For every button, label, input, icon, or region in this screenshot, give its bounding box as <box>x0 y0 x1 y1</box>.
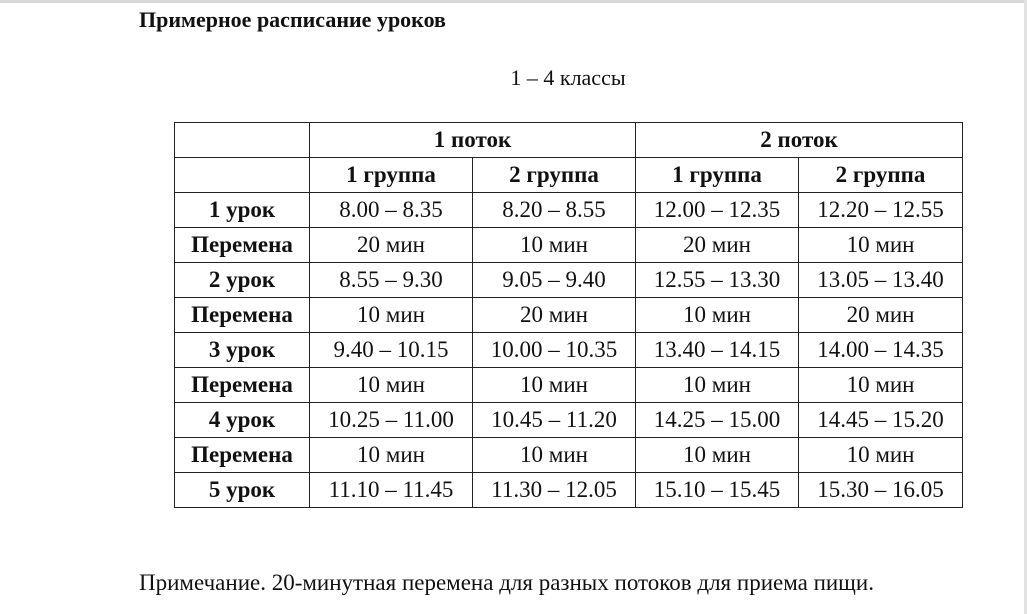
table-cell: 10 мин <box>473 438 636 473</box>
table-row <box>175 333 963 368</box>
table-cell: 10 мин <box>310 438 473 473</box>
table-cell: 10 мин <box>799 438 963 473</box>
row-label: Перемена <box>175 438 310 473</box>
row-label: 2 урок <box>175 263 310 298</box>
table-cell: 10 мин <box>799 368 963 403</box>
table-row <box>175 438 963 473</box>
footnote: Примечание. 20-минутная перемена для разных потоков для приема пищи. <box>139 570 874 595</box>
table-cell: 20 мин <box>310 228 473 263</box>
table-row <box>175 263 963 298</box>
table-row <box>175 193 963 228</box>
table-cell: 10.45 – 11.20 <box>473 403 636 438</box>
group-header: 2 группа <box>799 158 963 193</box>
document-title: Примерное расписание уроков <box>139 7 446 32</box>
table-cell: 11.10 – 11.45 <box>310 473 473 508</box>
table-cell: 10 мин <box>310 368 473 403</box>
group-header: 2 группа <box>473 158 636 193</box>
table-cell: 10 мин <box>636 438 799 473</box>
table-cell: 10 мин <box>473 228 636 263</box>
table-cell: 8.20 – 8.55 <box>473 193 636 228</box>
table-cell: 12.20 – 12.55 <box>799 193 963 228</box>
group-header-row <box>175 158 963 193</box>
corner-cell <box>175 158 310 193</box>
table-cell: 20 мин <box>636 228 799 263</box>
table-cell: 13.05 – 13.40 <box>799 263 963 298</box>
stream-header: 1 поток <box>310 123 636 158</box>
group-header: 1 группа <box>636 158 799 193</box>
table-cell: 15.10 – 15.45 <box>636 473 799 508</box>
row-label: Перемена <box>175 368 310 403</box>
table-row <box>175 403 963 438</box>
row-label: Перемена <box>175 228 310 263</box>
table-cell: 10 мин <box>799 228 963 263</box>
corner-cell <box>175 123 310 158</box>
table-cell: 14.25 – 15.00 <box>636 403 799 438</box>
table-cell: 20 мин <box>799 298 963 333</box>
document-subtitle: 1 – 4 классы <box>510 65 626 90</box>
table-cell: 10.25 – 11.00 <box>310 403 473 438</box>
table-cell: 14.00 – 14.35 <box>799 333 963 368</box>
table-cell: 10 мин <box>636 368 799 403</box>
table-row <box>175 473 963 508</box>
table-row <box>175 368 963 403</box>
row-label: Перемена <box>175 298 310 333</box>
page-top-border <box>0 0 1027 3</box>
table-cell: 20 мин <box>473 298 636 333</box>
table-row <box>175 298 963 333</box>
table-cell: 8.55 – 9.30 <box>310 263 473 298</box>
table-cell: 13.40 – 14.15 <box>636 333 799 368</box>
table-cell: 10 мин <box>636 298 799 333</box>
table-cell: 10.00 – 10.35 <box>473 333 636 368</box>
table-row <box>175 228 963 263</box>
row-label: 1 урок <box>175 193 310 228</box>
table-cell: 9.05 – 9.40 <box>473 263 636 298</box>
schedule-table <box>174 122 963 508</box>
table-cell: 10 мин <box>310 298 473 333</box>
table-cell: 8.00 – 8.35 <box>310 193 473 228</box>
table-cell: 12.00 – 12.35 <box>636 193 799 228</box>
table-cell: 10 мин <box>473 368 636 403</box>
stream-header-row <box>175 123 963 158</box>
row-label: 5 урок <box>175 473 310 508</box>
stream-header: 2 поток <box>636 123 963 158</box>
group-header: 1 группа <box>310 158 473 193</box>
table-cell: 14.45 – 15.20 <box>799 403 963 438</box>
table-cell: 15.30 – 16.05 <box>799 473 963 508</box>
row-label: 3 урок <box>175 333 310 368</box>
table-cell: 12.55 – 13.30 <box>636 263 799 298</box>
table-cell: 11.30 – 12.05 <box>473 473 636 508</box>
table-cell: 9.40 – 10.15 <box>310 333 473 368</box>
row-label: 4 урок <box>175 403 310 438</box>
